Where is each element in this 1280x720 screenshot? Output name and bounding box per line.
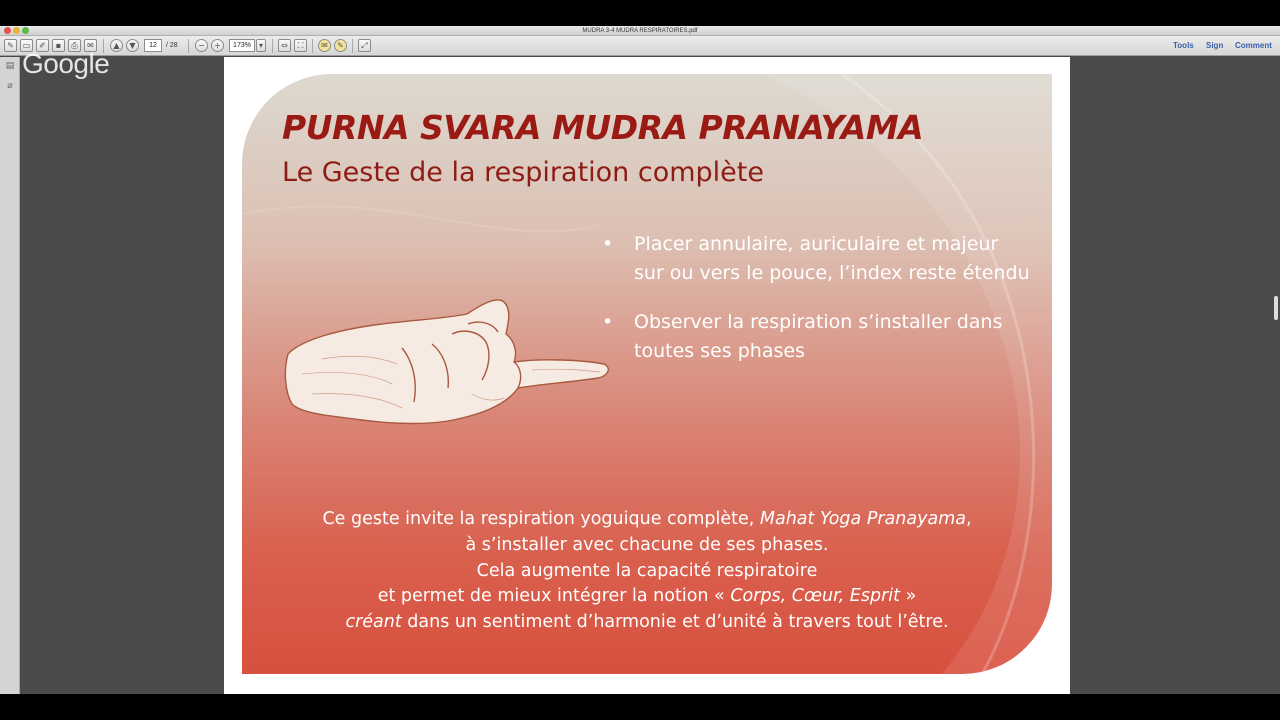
google-logo: Google <box>22 48 110 79</box>
viewer-toolbar <box>0 36 1280 56</box>
zoom-dropdown-icon[interactable]: ▾ <box>256 39 266 52</box>
previous-page-icon[interactable]: ▲ <box>110 39 123 52</box>
document-title: MUDRA 3-4 MUDRA RESPIRATOIRES.pdf <box>582 28 698 34</box>
navigation-sidebar <box>0 57 20 694</box>
zoom-out-icon[interactable]: − <box>195 39 208 52</box>
page-number-input[interactable]: 12 <box>144 39 162 52</box>
pdf-page <box>224 57 1070 694</box>
footer-line-4 <box>242 584 1052 610</box>
toolbar-separator <box>312 39 313 53</box>
title-bar <box>0 26 1280 36</box>
pdf-viewer-window <box>0 26 1280 694</box>
expand-icon[interactable]: ⤢ <box>358 39 371 52</box>
save-icon[interactable]: ▪ <box>52 39 65 52</box>
comment-bubble-icon[interactable]: ✉ <box>318 39 331 52</box>
mudra-hand-illustration <box>282 284 612 434</box>
page-total-label: / 28 <box>166 42 178 49</box>
footer-text-span: » <box>900 586 917 607</box>
highlight-icon[interactable]: ✎ <box>334 39 347 52</box>
zoom-level-input[interactable]: 173% <box>229 39 255 52</box>
next-page-icon[interactable]: ▼ <box>126 39 139 52</box>
comment-tab[interactable]: Comment <box>1235 41 1272 50</box>
page-thumbnails-icon[interactable]: ▤ <box>5 61 15 71</box>
toolbar-separator <box>352 39 353 53</box>
toolbar-separator <box>188 39 189 53</box>
footer-italic-span: Corps, Cœur, Esprit <box>730 586 901 607</box>
bullet-list <box>602 230 1032 386</box>
create-icon[interactable]: ✎ <box>4 39 17 52</box>
attachments-icon[interactable]: ⌀ <box>7 81 13 91</box>
bullet-marker: • <box>602 311 614 333</box>
footer-text-span: Ce geste invite la respiration yoguique complète, <box>322 509 760 529</box>
email-icon[interactable]: ✉ <box>84 39 97 52</box>
slide-subtitle: Le Geste de la respiration complète <box>282 157 764 188</box>
footer-line-5 <box>242 610 1052 636</box>
footer-line-2: à s’installer avec chacune de ses phases. <box>465 534 829 555</box>
bullet-item <box>602 308 1032 366</box>
zoom-in-icon[interactable]: + <box>211 39 224 52</box>
tools-tab[interactable]: Tools <box>1173 41 1194 50</box>
footer-text-span: dans un sentiment d’harmonie et d’unité à travers tout l’être. <box>401 612 949 633</box>
fit-width-icon[interactable]: ⇔ <box>278 39 291 52</box>
print-icon[interactable]: ⎙ <box>68 39 81 52</box>
bullet-marker: • <box>602 233 614 255</box>
footer-line-1 <box>242 507 1052 533</box>
bullet-text: Observer la respiration s’installer dans toutes ses phases <box>634 311 1003 362</box>
vertical-scrollbar-thumb[interactable] <box>1274 296 1278 320</box>
footer-italic-span: Mahat Yoga Pranayama <box>759 509 966 529</box>
open-folder-icon[interactable]: ▭ <box>20 39 33 52</box>
footer-text-span: , <box>965 509 972 529</box>
footer-italic-span: créant <box>345 612 402 633</box>
bullet-item <box>602 230 1032 288</box>
slide <box>242 74 1052 674</box>
footer-line-3: Cela augmente la capacité respiratoire <box>476 560 818 581</box>
footer-text-span: et permet de mieux intégrer la notion « <box>377 586 731 607</box>
bullet-text: Placer annulaire, auriculaire et majeur sur ou vers le pouce, l’index reste étendu <box>634 233 1030 284</box>
toolbar-separator <box>272 39 273 53</box>
sign-tab[interactable]: Sign <box>1206 41 1224 50</box>
edit-icon[interactable]: ✐ <box>36 39 49 52</box>
bottom-letterbox <box>0 694 1280 720</box>
top-letterbox <box>0 0 1280 26</box>
fit-page-icon[interactable]: ⛶ <box>294 39 307 52</box>
slide-title: PURNA SVARA MUDRA PRANAYAMA <box>282 108 924 147</box>
slide-footer-text <box>242 507 1052 636</box>
